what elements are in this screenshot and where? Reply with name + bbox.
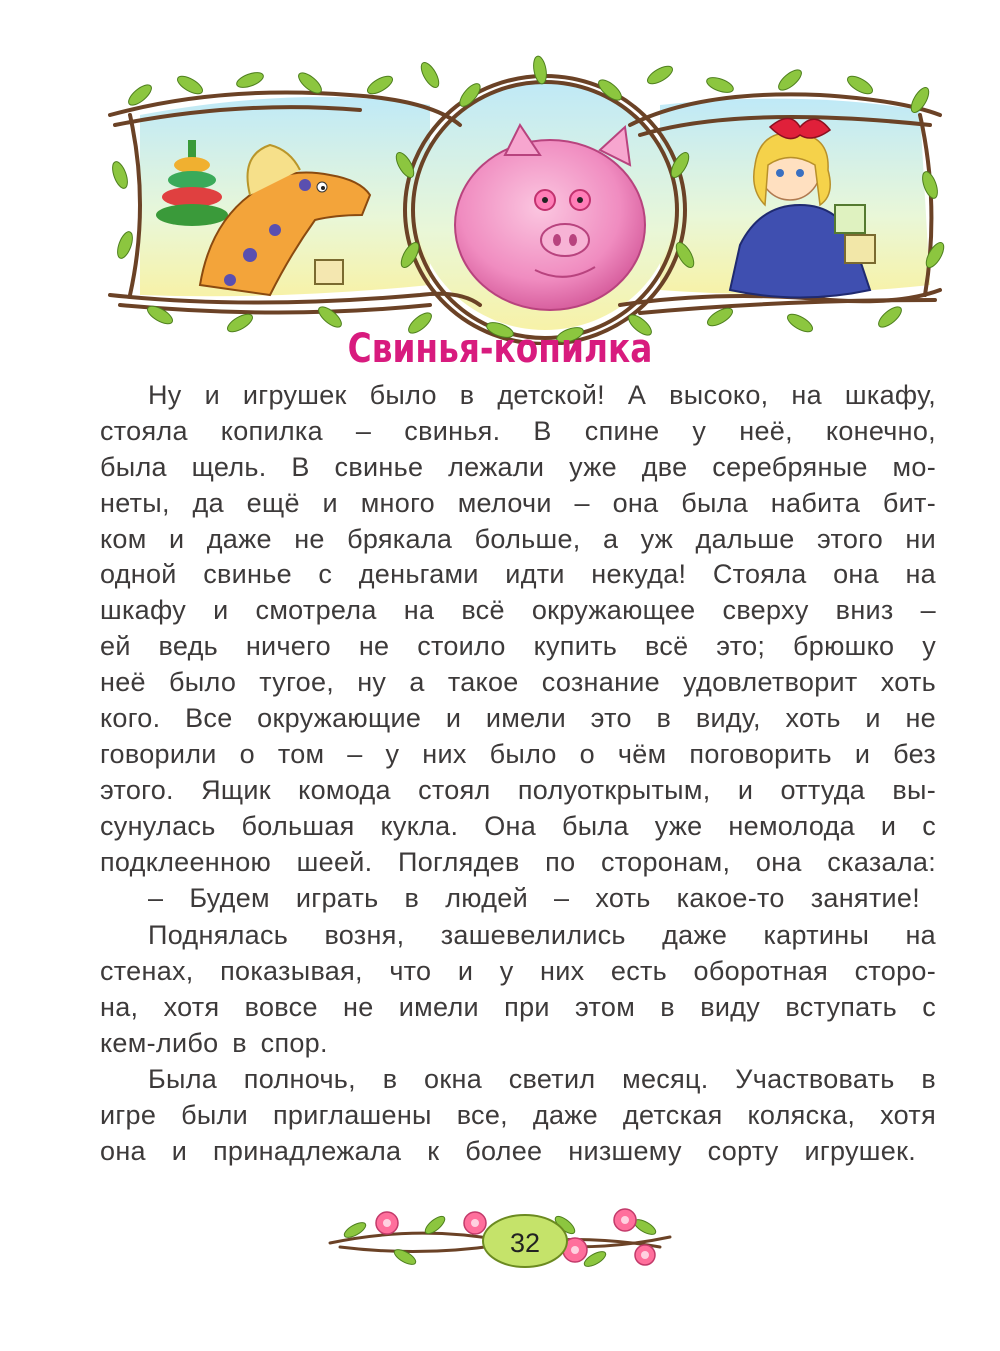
text-line: стенах, показывая, что и у них есть оборотная сторо- <box>100 956 936 986</box>
story-title: Свинья-копилка <box>347 326 653 372</box>
text-line: она и принадлежала к более низшему сорту игрушек. <box>100 1136 916 1166</box>
text-line: игре были приглашены все, даже детская коляска, хотя <box>100 1100 936 1130</box>
toy-block <box>835 205 865 233</box>
text-line: была щель. В свинье лежали уже две серебряные мо- <box>100 452 936 482</box>
text-line: Была полночь, в окна светил месяц. Участвовать в <box>148 1064 936 1094</box>
text-line: на, хотя вовсе не имели при этом в виду вступать с <box>100 992 936 1022</box>
text-line: ей ведь ничего не стоило купить всё это; брюшко у <box>100 631 936 661</box>
toy-block <box>315 260 343 284</box>
text-line: говорили о том – у них было о чём поговорить и без <box>100 739 936 769</box>
text-line: – Будем играть в людей – хоть какое-то занятие! <box>148 883 920 913</box>
text-line: стояла копилка – свинья. В спине у неё, конечно, <box>100 416 936 446</box>
page-number: 32 <box>509 1228 541 1258</box>
text-line: одной свинье с деньгами идти некуда! Стояла она на <box>100 559 936 589</box>
text-line: кого. Все окружающие и имели это в виду, хоть и не <box>100 703 936 733</box>
text-line: неты, да ещё и много мелочи – она была набита бит- <box>100 488 936 518</box>
text-line: ком и даже не брякала больше, а уж дальше этого ни <box>100 524 936 554</box>
text-line: этого. Ящик комода стоял полуоткрытым, и оттуда вы- <box>100 775 936 805</box>
text-line: кем-либо в спор. <box>100 1028 328 1058</box>
text-line: сунулась большая кукла. Она была уже немолода и с <box>100 811 936 841</box>
toy-block <box>845 235 875 263</box>
text-line: шкафу и смотрела на всё окружающее сверху вниз – <box>100 595 936 625</box>
text-line: Поднялась возня, зашевелились даже картины на <box>148 920 936 950</box>
text-line: неё было тугое, ну а такое сознание удовлетворит хоть <box>100 667 936 697</box>
header-illustration <box>100 55 945 345</box>
text-line: Ну и игрушек было в детской! А высоко, на шкафу, <box>148 380 936 410</box>
text-line: подклеенною шеей. Поглядев по сторонам, она сказала: <box>100 847 936 877</box>
